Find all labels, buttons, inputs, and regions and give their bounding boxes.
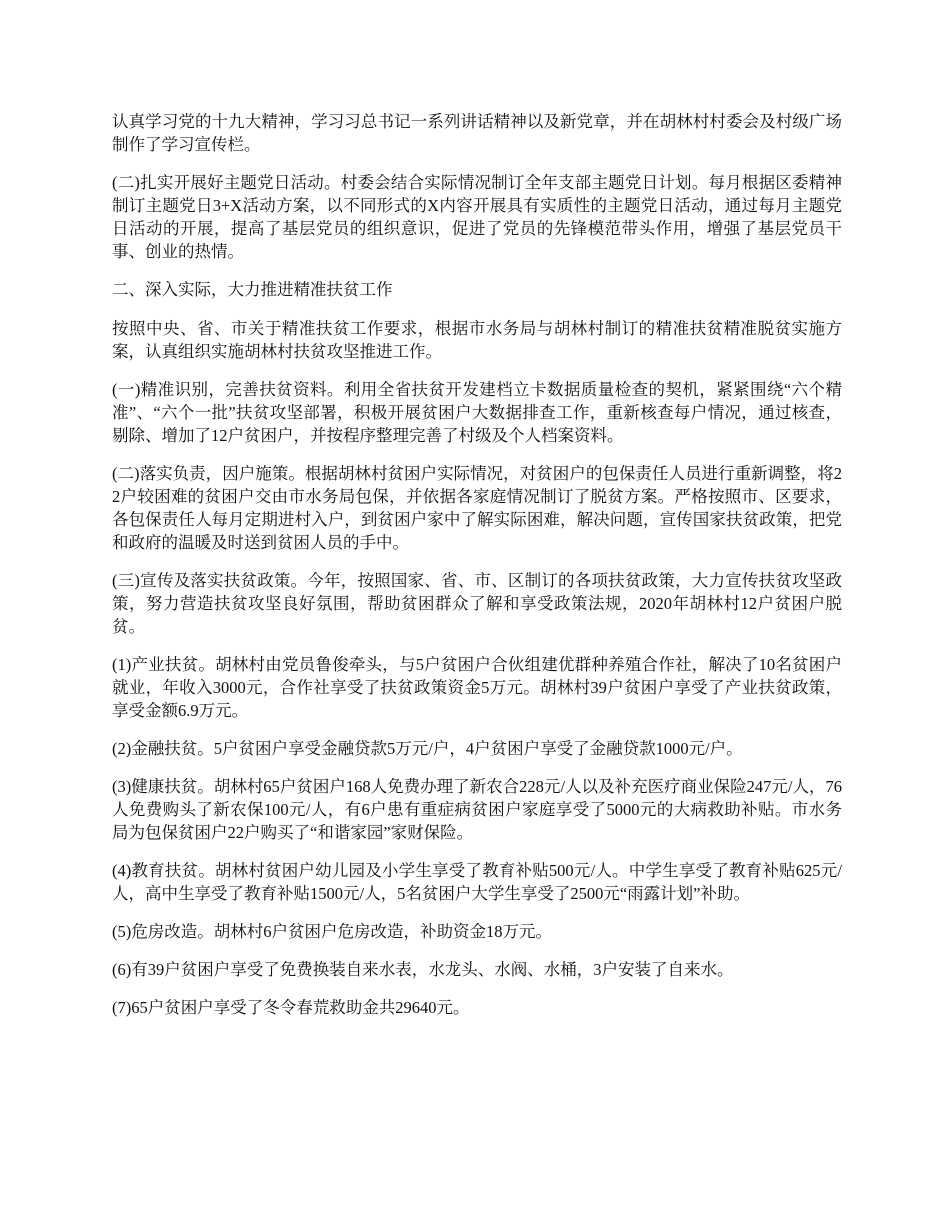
section-heading-poverty-alleviation: 二、深入实际，大力推进精准扶贫工作 [112,280,393,299]
paragraph-responsibility-assignment: (二)落实负责，因户施策。根据胡林村贫困户实际情况，对贫困户的包保责任人员进行重新调整，将22户较困难的贫困户交由市水务局包保，并依据各家庭情况制订了脱贫方案。严格按照市、区要求，各包保责任人每月定期进村入户，到贫困户家中了解实际困难，解决问题，宣传国家扶贫政策，把党和政府的温暖及时送到贫困人员的手中。 [112,464,842,552]
list-item-industry-aid: (1)产业扶贫。胡林村由党员鲁俊牵头，与5户贫困户合伙组建优群种养殖合作社，解决了10名贫困户就业，年收入3000元，合作社享受了扶贫政策资金5万元。胡林村39户贫困户享受了产业扶贫政策，享受金额6.9万元。 [112,655,842,720]
paragraph-party-day-activities: (二)扎实开展好主题党日活动。村委会结合实际情况制订全年支部主题党日计划。每月根据区委精神制订主题党日3+X活动方案，以不同形式的X内容开展具有实质性的主题党日活动，通过每月主题党日活动的开展，提高了基层党员的组织意识，促进了党员的先锋模范带头作用，增强了基层党员干事、创业的热情。 [112,173,842,261]
list-item-education-aid: (4)教育扶贫。胡林村贫困户幼儿园及小学生享受了教育补贴500元/人。中学生享受了教育补贴625元/人，高中生享受了教育补贴1500元/人，5名贫困户大学生享受了2500元“雨露计划”补助。 [112,861,842,903]
list-item-health-aid: (3)健康扶贫。胡林村65户贫困户168人免费办理了新农合228元/人以及补充医疗商业保险247元/人，76人免费购头了新农保100元/人，有6户患有重症病贫困户家庭享受了5000元的大病救助补贴。市水务局为包保贫困户22户购买了“和谐家园”家财保险。 [112,777,842,842]
list-item-winter-relief: (7)65户贫困户享受了冬令春荒救助金共29640元。 [112,998,470,1017]
list-item-water-supply: (6)有39户贫困户享受了免费换装自来水表，水龙头、水阀、水桶，3户安装了自来水。 [112,960,734,979]
paragraph-policy-promotion: (三)宣传及落实扶贫政策。今年，按照国家、省、市、区制订的各项扶贫政策，大力宣传扶贫攻坚政策，努力营造扶贫攻坚良好氛围，帮助贫困群众了解和享受政策法规，2020年胡林村12户贫困户脱贫。 [112,571,842,636]
paragraph-study-spirit: 认真学习党的十九大精神，学习习总书记一系列讲话精神以及新党章，并在胡林村村委会及村级广场制作了学习宣传栏。 [112,112,842,154]
document-body [112,110,842,1034]
paragraph-implementation-plan: 按照中央、省、市关于精准扶贫工作要求，根据市水务局与胡林村制订的精准扶贫精准脱贫实施方案，认真组织实施胡林村扶贫攻坚推进工作。 [112,319,842,361]
list-item-financial-aid: (2)金融扶贫。5户贫困户享受金融贷款5万元/户，4户贫困户享受了金融贷款1000元/户。 [112,739,743,758]
paragraph-precise-identification: (一)精准识别，完善扶贫资料。利用全省扶贫开发建档立卡数据质量检查的契机，紧紧围绕“六个精准”、“六个一批”扶贫攻坚部署，积极开展贫困户大数据排查工作，重新核查每户情况，通过核查，剔除、增加了12户贫困户，并按程序整理完善了村级及个人档案资料。 [112,380,842,445]
list-item-housing-renovation: (5)危房改造。胡林村6户贫困户危房改造，补助资金18万元。 [112,922,552,941]
